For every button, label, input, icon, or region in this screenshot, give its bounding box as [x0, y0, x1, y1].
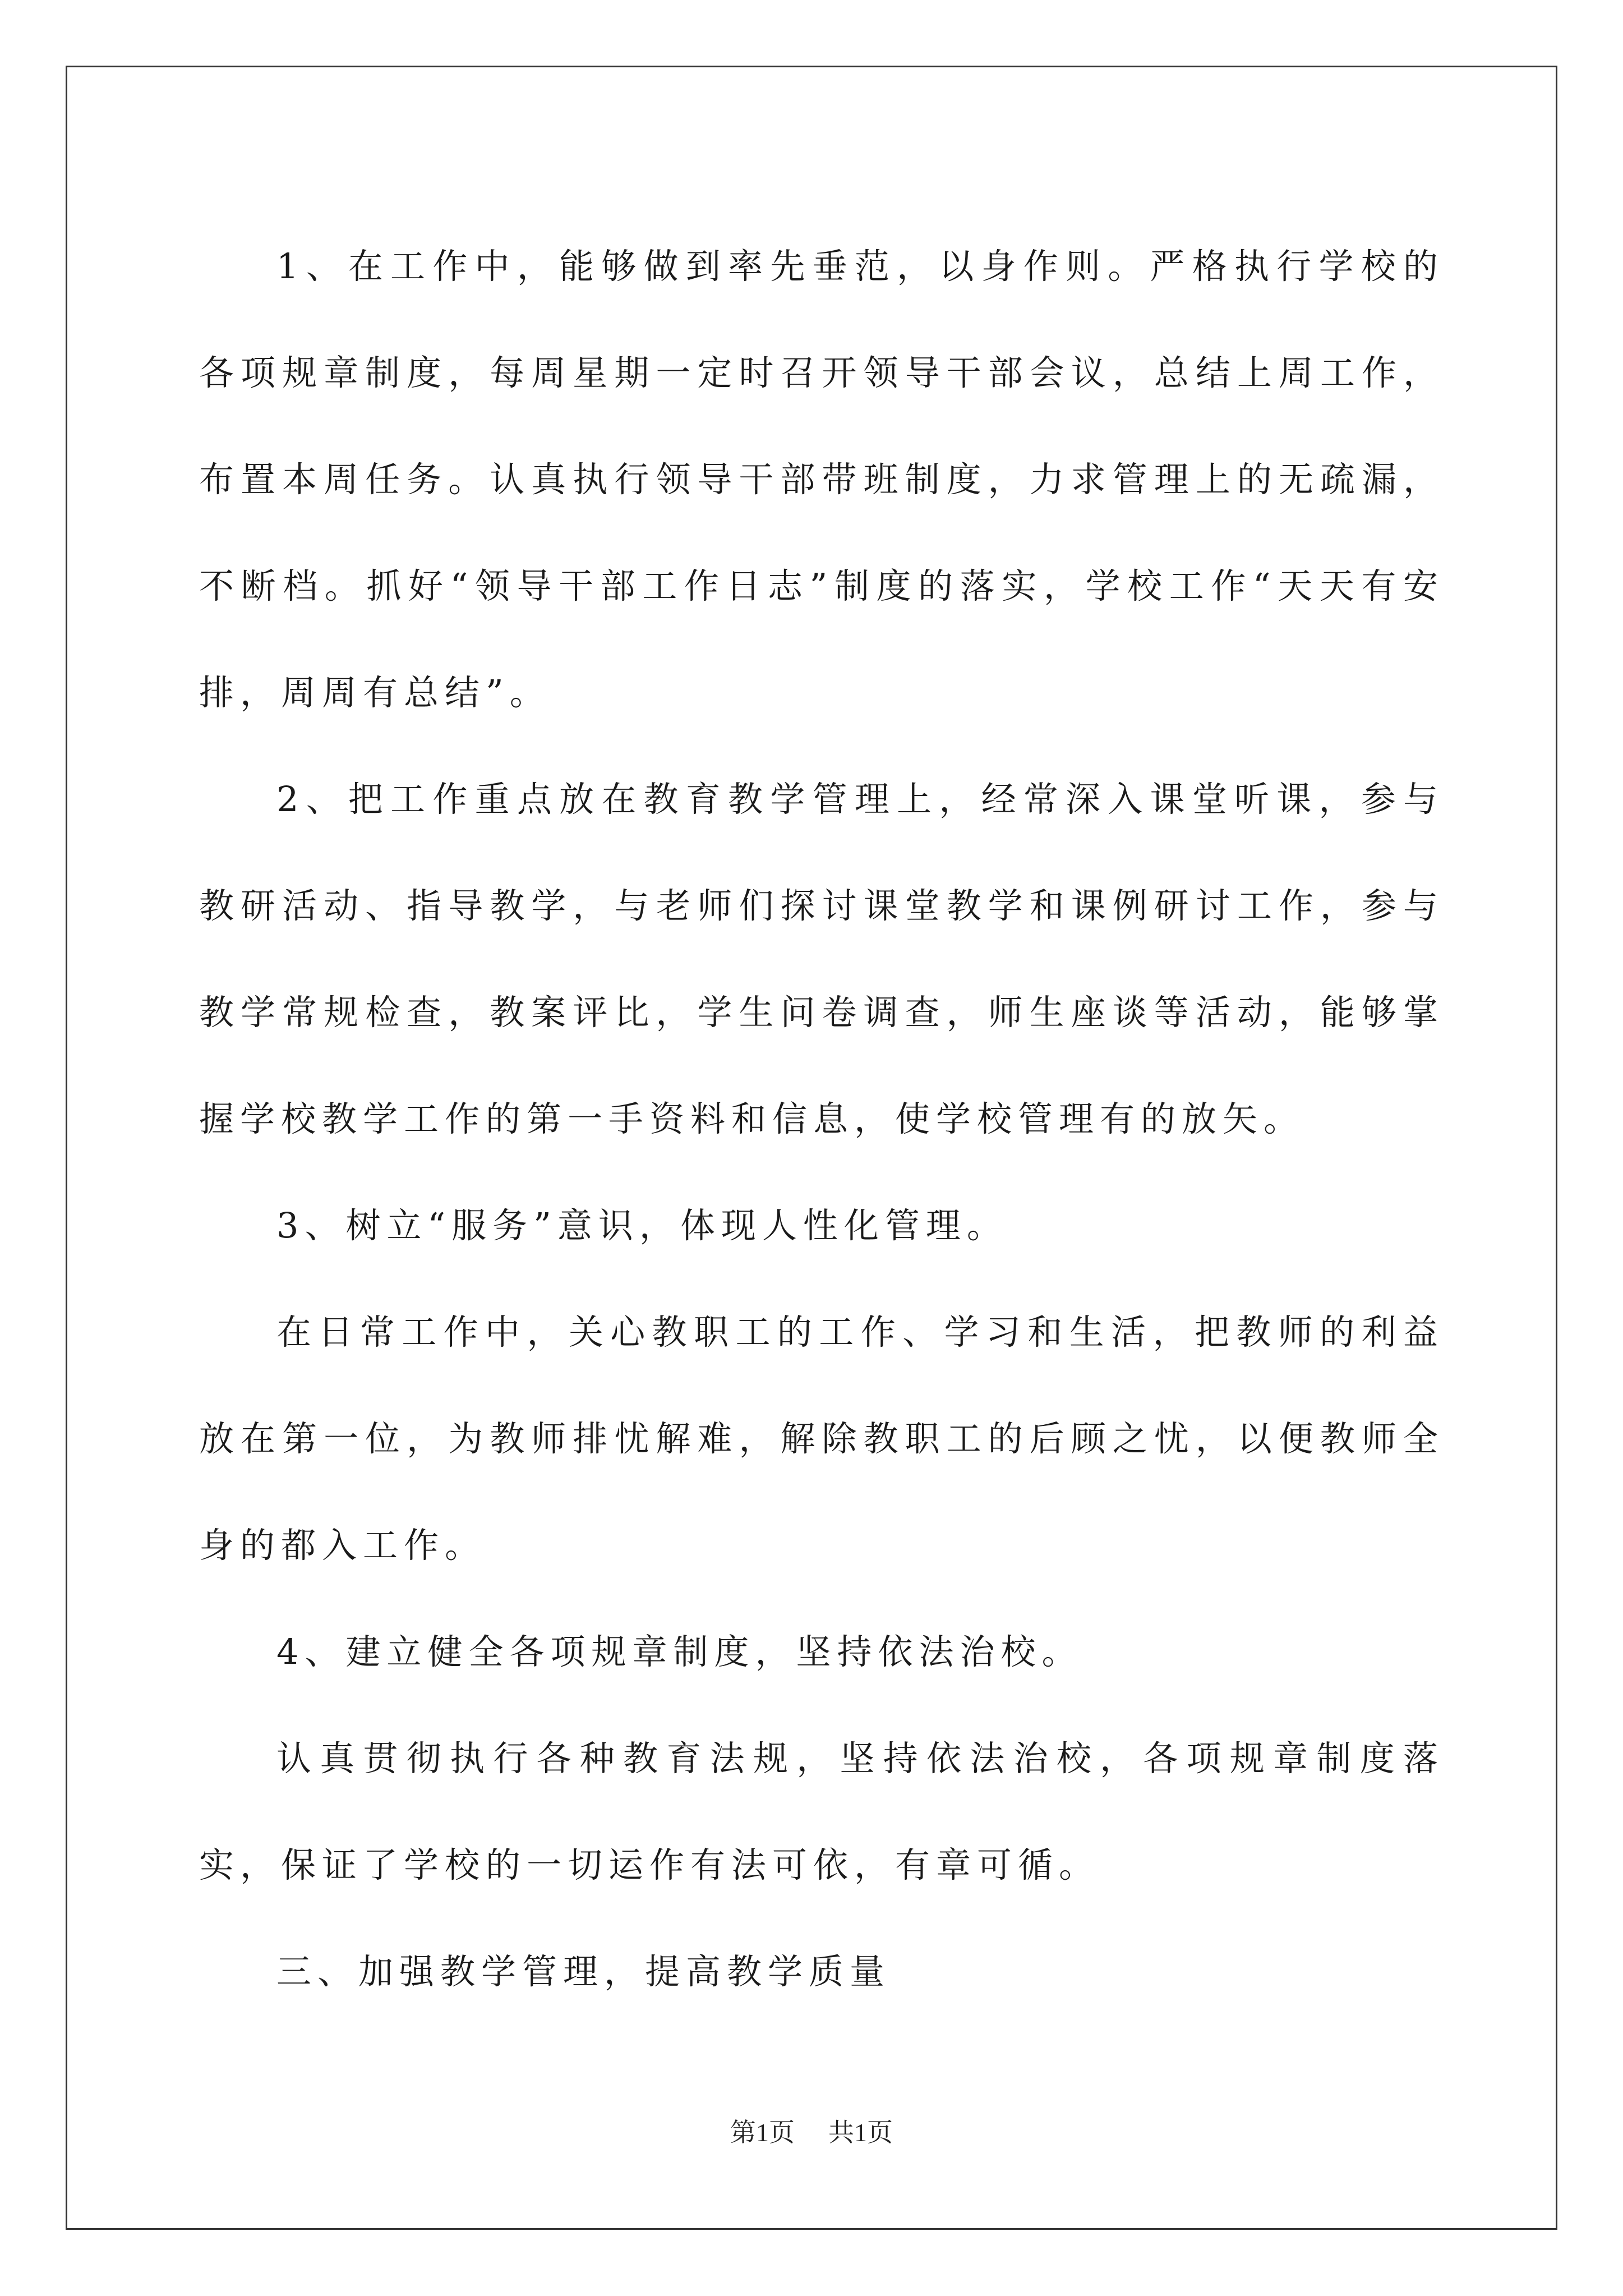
page-number: 第1页	[730, 2118, 795, 2147]
document-body	[199, 213, 1444, 2025]
paragraph-2: 2、把工作重点放在教育教学管理上，经常深入课堂听课，参与教研活动、指导教学，与老师们探讨课堂教学和课例研讨工作，参与教学常规检查，教案评比，学生问卷调查，师生座谈等活动，能够掌握学校教学工作的第一手资料和信息，使学校管理有的放矢。	[199, 779, 1444, 1139]
paragraph-7: 三、加强教学管理，提高教学质量	[276, 1951, 891, 1992]
page-footer	[0, 2112, 1623, 2149]
paragraph-4: 在日常工作中，关心教职工的工作、学习和生活，把教师的利益放在第一位，为教师排忧解难，解除教职工的后顾之忧，以便教师全身的都入工作。	[199, 1312, 1444, 1566]
paragraph-3: 3、树立“服务”意识，体现人性化管理。	[276, 1205, 1008, 1246]
paragraph-1: 1、在工作中，能够做到率先垂范，以身作则。严格执行学校的各项规章制度，每周星期一定时召开领导干部会议，总结上周工作，布置本周任务。认真执行领导干部带班制度，力求管理上的无疏漏，不断档。抓好“领导干部工作日志”制度的落实，学校工作“天天有安排，周周有总结”。	[199, 246, 1444, 713]
paragraph-6: 认真贯彻执行各种教育法规，坚持依法治校，各项规章制度落实，保证了学校的一切运作有法可依，有章可循。	[199, 1738, 1444, 1885]
page-total: 共1页	[828, 2118, 893, 2147]
paragraph-5: 4、建立健全各项规章制度，坚持依法治校。	[276, 1631, 1083, 1672]
